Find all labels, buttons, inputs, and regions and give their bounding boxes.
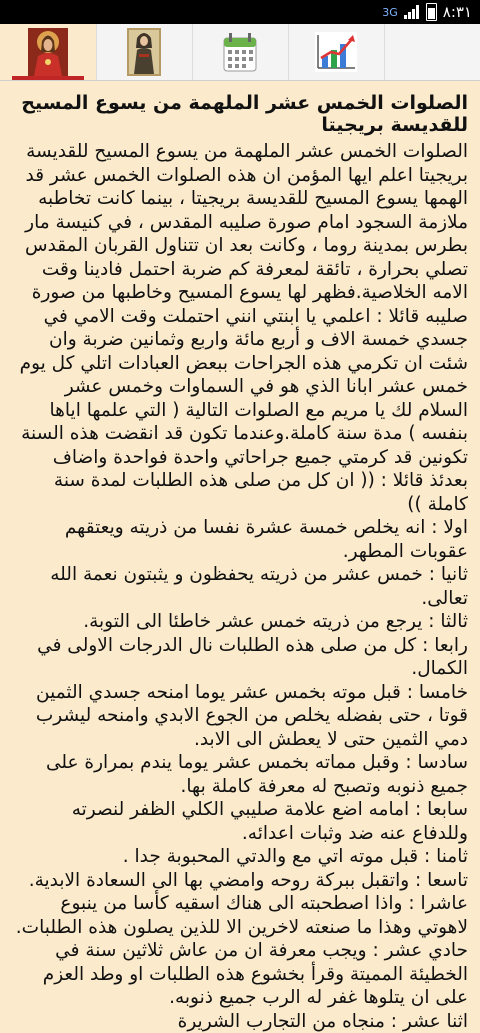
article-title: الصلوات الخمس عشر الملهمة من يسوع المسيح للقديسة بريجيتا [21,92,468,136]
battery-icon [426,3,437,21]
tab-bar [0,24,480,81]
saint-bridget-icon [127,28,161,76]
tab-blank[interactable] [384,24,480,80]
article-scroll-view[interactable] [12,80,468,1032]
tab-calendar[interactable] [192,24,289,80]
calendar-icon [223,32,257,72]
chart-icon [315,32,357,72]
signal-icon [404,5,420,19]
tab-jesus[interactable] [0,24,97,80]
jesus-portrait-icon [28,28,68,76]
tab-chart[interactable] [288,24,385,80]
network-type: 3G [382,5,398,19]
article-body: الصلوات الخمس عشر الملهمة من يسوع المسيح للقديسة بريجيتا اعلم ايها المؤمن ان هذه الصلوات الخمس عشر قد الهمها يسوع المسيح للقديسة بريجيتا ، بينما كانت تخاطبه ملازمة السجود امام صورة صليبه المقدس ، في كنيسة مار بطرس بمدينة روما ، وكانت بعد ان تتناول القربان المقدس تصلي بحرارة ، تائقة لمعرفة كم ضربة احتمل فادينا وقت الامه الخلاصية.فظهر لها يسوع المسيح وخاطبها من صورة صليبه قائلا : اعلمي يا ابنتي انني احتملت وقت الامي في جسدي خمسة الاف و أربع مائة واربع وثمانين ضربة وان شئت ان تكرمي هذه الجراحات ببعض العبادات اتلي كل يوم خمس عشر ابانا الذي هو في السماوات وخمس عشر السلام لك يا مريم مع الصلوات التالية ( التي علمها اياها بنفسه ) مدة سنة كاملة.وعندما تكون قد انقضت هذه السنة تكونين قد كرمتي جميع جراحاتي واحدة فواحدة واضاف بعدئذ قائلا : (( ان كل من صلى هذه الطلبات لمدة سنة كاملة )) اولا : انه يخلص خمسة عشرة نفسا من ذريته ويعتقهم عقوبات المطهر. ثانيا : خمس عشر من ذريته يحفظون و يثبتون نعمة الله تعالى. ثالثا : يرجع من ذريته خمس عشر خاطئا الى التوبة. رابعا : كل من صلى هذه الطلبات نال الدرجات الاولى في الكمال. خامسا : قبل موته بخمس عشر يوما امنحه جسدي الثمين قوتا ، حتى بفضله يخلص من الجوع الابدي وامنحه ليشرب دمي الثمين حتى لا يعطش الى الابد. سادسا : وقبل مماته بخمس عشر يوما يندم بمرارة على جميع ذنوبه وتصبح له معرفة كاملة بها. سابعا : امامه اضع علامة صليبي الكلي الظفر لنصرته وللدفاع عنه ضد وثبات اعدائه. ثامنا : قبل موته اتي مع والدتي المحبوبة جدا . تاسعا : واتقبل ببركة روحه وامضي بها الى السعادة الابدية. عاشرا : واذا اصطحبته الى هناك اسقيه كأسا من ينبوع لاهوتي وهذا ما صنعته لاخرين الا للذين يصلون هذه الطلبات. حادي عشر : ويجب معرفة ان من عاش ثلاثين سنة في الخطيئة المميتة وقرأ بخشوع هذه الطلبات او وطد العزم على ان يتلوها غفر له الرب جميع ذنوبه. اثنا عشر : منجاه من التجارب الشريرة [15,141,468,1032]
clock: ٨:٣١ [442,3,472,21]
tab-saint-bridget[interactable] [96,24,193,80]
status-bar [0,0,480,24]
